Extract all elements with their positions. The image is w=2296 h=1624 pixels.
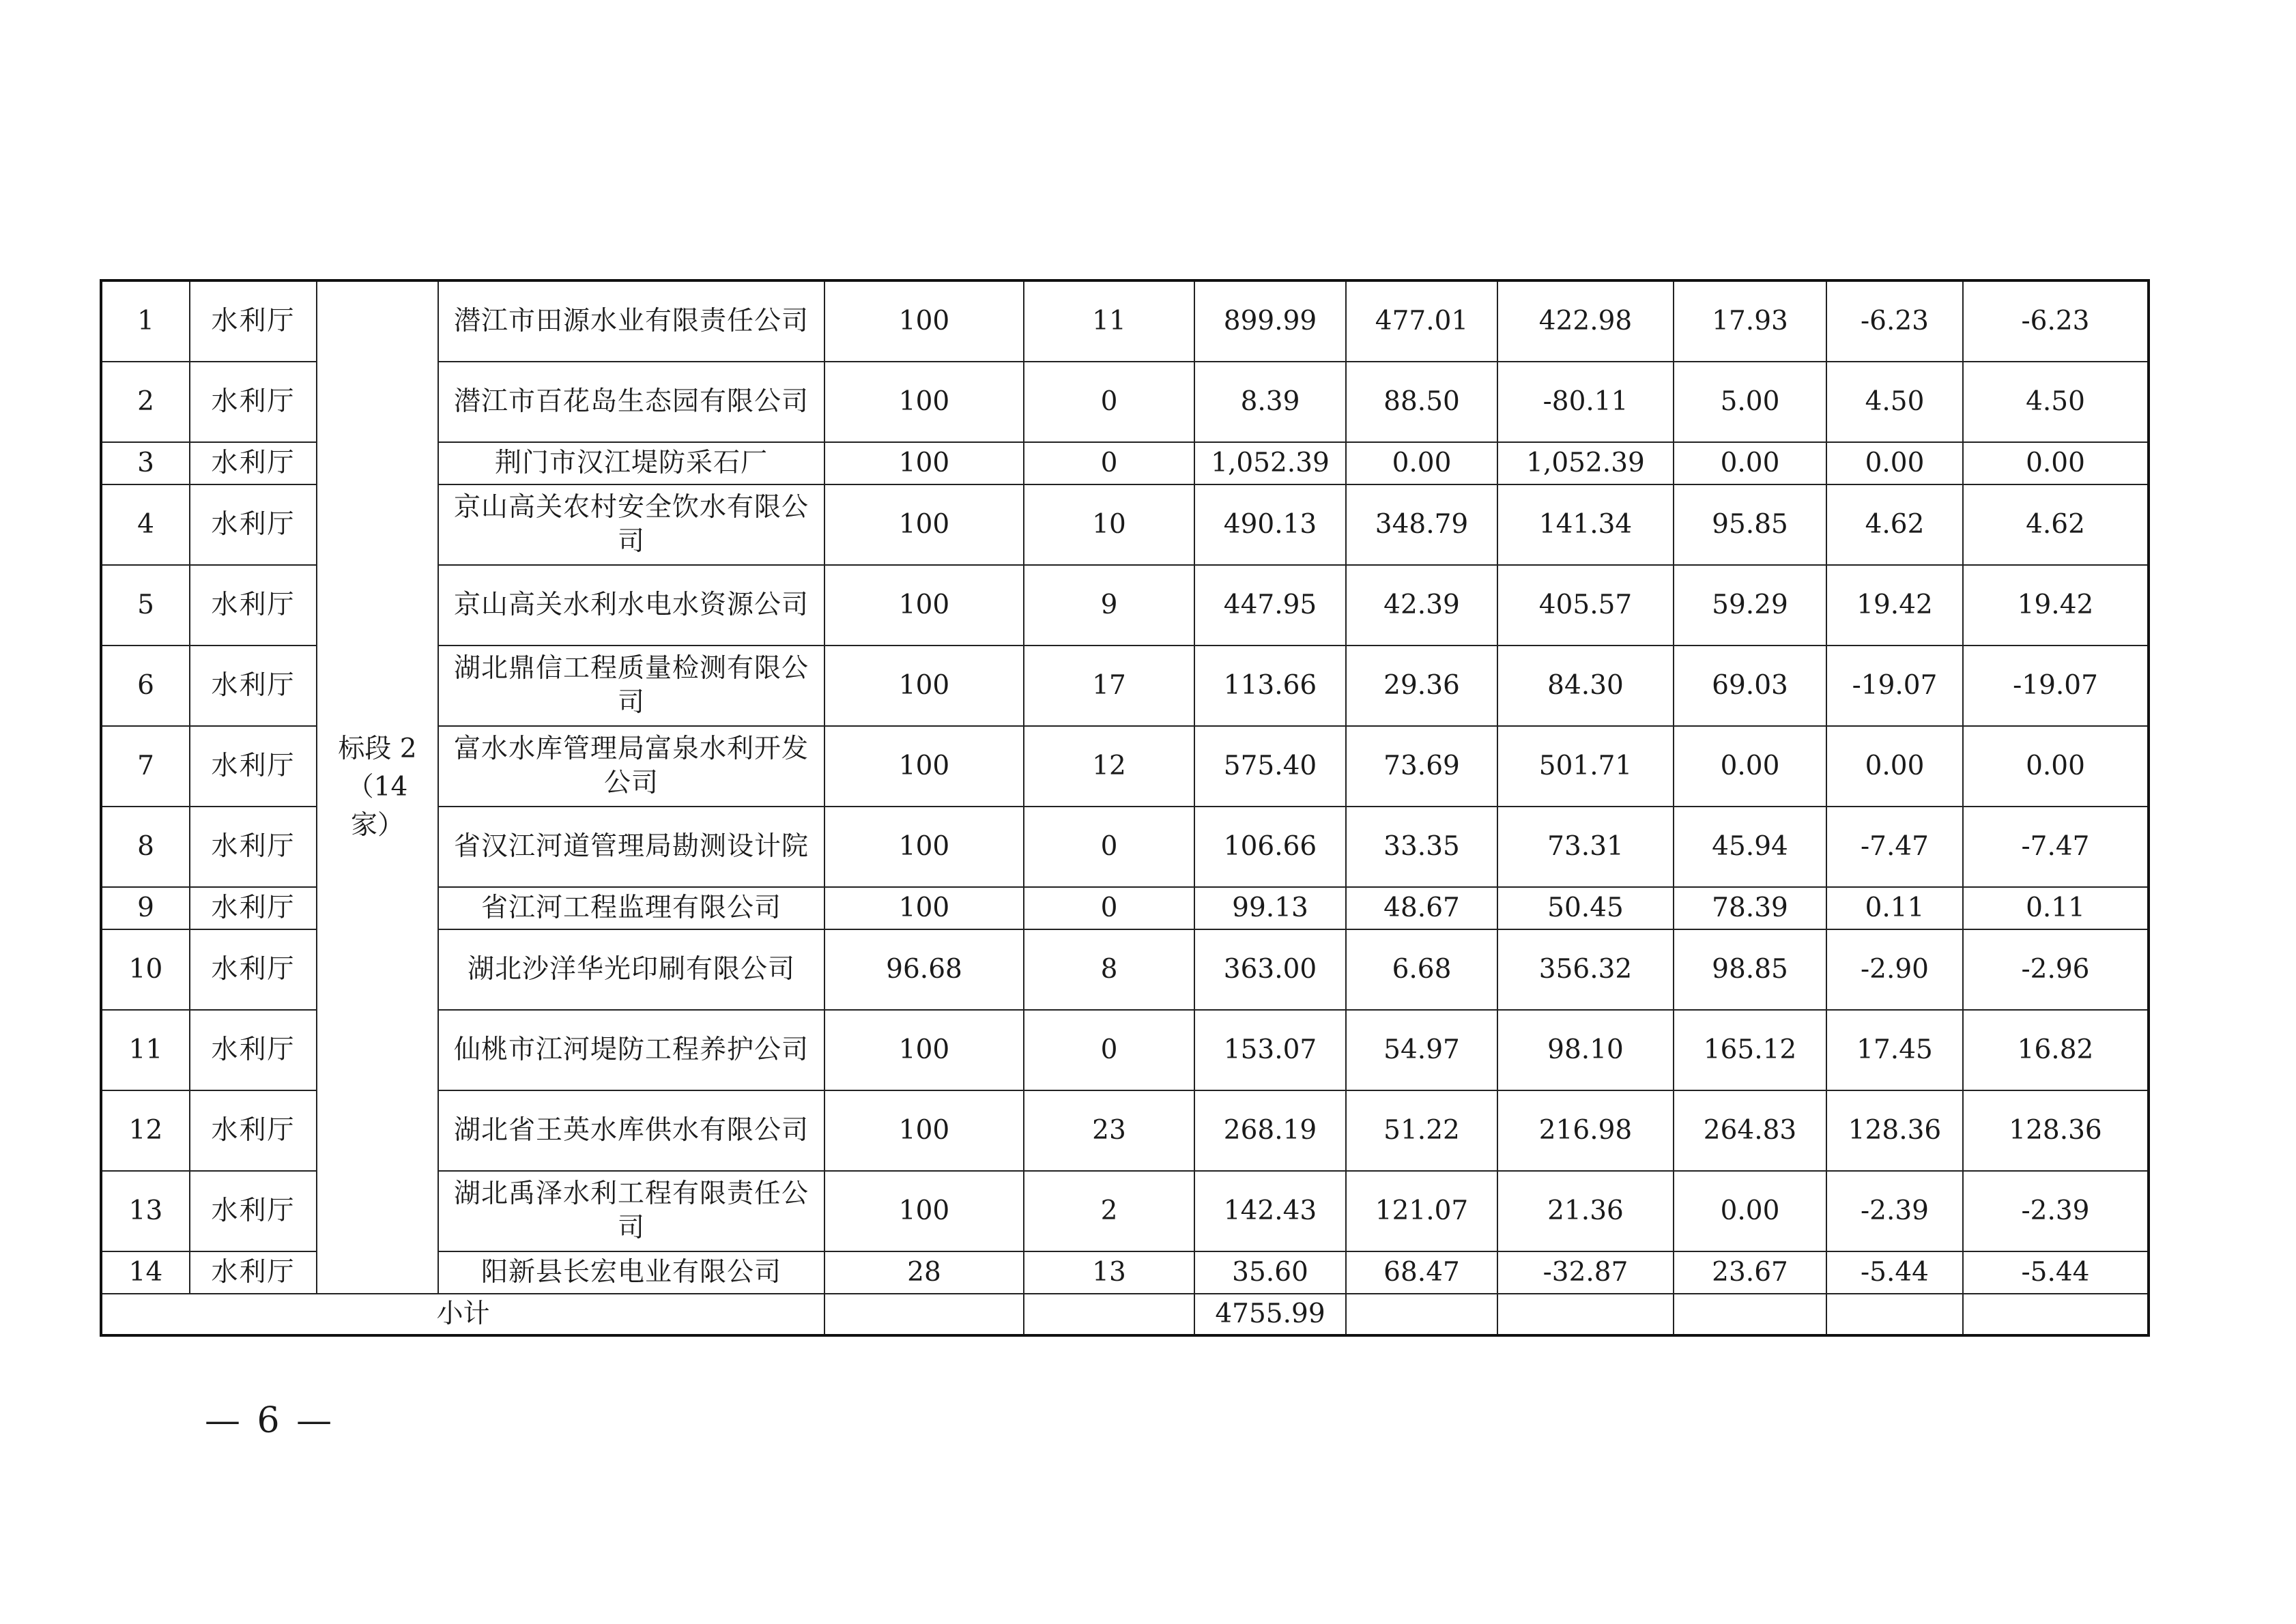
- value-cell-c8: 0.00: [1963, 726, 2149, 807]
- row-number-cell: 14: [101, 1251, 190, 1294]
- value-cell-c6: 69.03: [1674, 646, 1826, 726]
- value-cell-c2: 11: [1024, 280, 1194, 362]
- value-cell-c5: 405.57: [1497, 565, 1674, 646]
- value-cell-c2: 12: [1024, 726, 1194, 807]
- department-cell: 水利厅: [190, 646, 317, 726]
- section-cell: [317, 280, 438, 1294]
- value-cell-c3: 153.07: [1194, 1010, 1346, 1090]
- subtotal-cell-c5: [1497, 1294, 1674, 1335]
- value-cell-c6: 45.94: [1674, 807, 1826, 887]
- value-cell-c8: -7.47: [1963, 807, 2149, 887]
- department-cell: 水利厅: [190, 929, 317, 1010]
- value-cell-c7: -2.39: [1826, 1171, 1963, 1251]
- data-table: [100, 279, 2150, 1337]
- value-cell-c1: 100: [824, 1090, 1024, 1171]
- value-cell-c8: 0.00: [1963, 442, 2149, 484]
- value-cell-c7: 128.36: [1826, 1090, 1963, 1171]
- value-cell-c6: 5.00: [1674, 362, 1826, 442]
- value-cell-c5: -32.87: [1497, 1251, 1674, 1294]
- value-cell-c1: 100: [824, 807, 1024, 887]
- department-cell: 水利厅: [190, 484, 317, 565]
- value-cell-c1: 100: [824, 565, 1024, 646]
- value-cell-c3: 142.43: [1194, 1171, 1346, 1251]
- value-cell-c8: 19.42: [1963, 565, 2149, 646]
- value-cell-c8: -19.07: [1963, 646, 2149, 726]
- department-cell: 水利厅: [190, 280, 317, 362]
- value-cell-c1: 28: [824, 1251, 1024, 1294]
- value-cell-c5: -80.11: [1497, 362, 1674, 442]
- row-number-cell: 4: [101, 484, 190, 565]
- value-cell-c4: 73.69: [1346, 726, 1497, 807]
- value-cell-c6: 17.93: [1674, 280, 1826, 362]
- row-number-cell: 3: [101, 442, 190, 484]
- value-cell-c7: -7.47: [1826, 807, 1963, 887]
- value-cell-c6: 98.85: [1674, 929, 1826, 1010]
- value-cell-c4: 48.67: [1346, 887, 1497, 929]
- value-cell-c6: 264.83: [1674, 1090, 1826, 1171]
- company-name-cell: 潜江市田源水业有限责任公司: [438, 280, 824, 362]
- company-name-cell: 阳新县长宏电业有限公司: [438, 1251, 824, 1294]
- company-name-cell: 仙桃市江河堤防工程养护公司: [438, 1010, 824, 1090]
- value-cell-c4: 6.68: [1346, 929, 1497, 1010]
- row-number-cell: 8: [101, 807, 190, 887]
- value-cell-c2: 8: [1024, 929, 1194, 1010]
- value-cell-c3: 106.66: [1194, 807, 1346, 887]
- table-body: [101, 280, 2149, 1335]
- value-cell-c6: 0.00: [1674, 442, 1826, 484]
- value-cell-c6: 78.39: [1674, 887, 1826, 929]
- subtotal-cell-c8: [1963, 1294, 2149, 1335]
- value-cell-c7: -19.07: [1826, 646, 1963, 726]
- subtotal-cell-c1: [824, 1294, 1024, 1335]
- department-cell: 水利厅: [190, 362, 317, 442]
- department-cell: 水利厅: [190, 807, 317, 887]
- value-cell-c3: 35.60: [1194, 1251, 1346, 1294]
- value-cell-c4: 477.01: [1346, 280, 1497, 362]
- value-cell-c1: 100: [824, 362, 1024, 442]
- row-number-cell: 12: [101, 1090, 190, 1171]
- value-cell-c5: 73.31: [1497, 807, 1674, 887]
- value-cell-c6: 165.12: [1674, 1010, 1826, 1090]
- value-cell-c1: 96.68: [824, 929, 1024, 1010]
- company-name-cell: 湖北沙洋华光印刷有限公司: [438, 929, 824, 1010]
- subtotal-row: [101, 1294, 2149, 1335]
- value-cell-c5: 501.71: [1497, 726, 1674, 807]
- value-cell-c5: 98.10: [1497, 1010, 1674, 1090]
- value-cell-c1: 100: [824, 887, 1024, 929]
- value-cell-c8: 4.62: [1963, 484, 2149, 565]
- value-cell-c7: 0.00: [1826, 442, 1963, 484]
- value-cell-c5: 21.36: [1497, 1171, 1674, 1251]
- value-cell-c8: 16.82: [1963, 1010, 2149, 1090]
- subtotal-cell-c4: [1346, 1294, 1497, 1335]
- value-cell-c8: -6.23: [1963, 280, 2149, 362]
- company-name-cell: 荆门市汉江堤防采石厂: [438, 442, 824, 484]
- value-cell-c3: 1,052.39: [1194, 442, 1346, 484]
- department-cell: 水利厅: [190, 565, 317, 646]
- value-cell-c5: 84.30: [1497, 646, 1674, 726]
- company-name-cell: 省汉江河道管理局勘测设计院: [438, 807, 824, 887]
- value-cell-c2: 0: [1024, 807, 1194, 887]
- value-cell-c3: 447.95: [1194, 565, 1346, 646]
- row-number-cell: 5: [101, 565, 190, 646]
- department-cell: 水利厅: [190, 726, 317, 807]
- value-cell-c2: 0: [1024, 442, 1194, 484]
- company-name-cell: 京山高关农村安全饮水有限公司: [438, 484, 824, 565]
- company-name-cell: 湖北鼎信工程质量检测有限公司: [438, 646, 824, 726]
- value-cell-c1: 100: [824, 280, 1024, 362]
- value-cell-c4: 121.07: [1346, 1171, 1497, 1251]
- subtotal-cell-c7: [1826, 1294, 1963, 1335]
- value-cell-c4: 29.36: [1346, 646, 1497, 726]
- value-cell-c3: 363.00: [1194, 929, 1346, 1010]
- value-cell-c6: 59.29: [1674, 565, 1826, 646]
- value-cell-c3: 490.13: [1194, 484, 1346, 565]
- value-cell-c1: 100: [824, 1171, 1024, 1251]
- value-cell-c2: 9: [1024, 565, 1194, 646]
- page-number: — 6 —: [205, 1400, 335, 1441]
- company-name-cell: 湖北禹泽水利工程有限责任公司: [438, 1171, 824, 1251]
- value-cell-c2: 17: [1024, 646, 1194, 726]
- table-row: [101, 280, 2149, 362]
- value-cell-c5: 141.34: [1497, 484, 1674, 565]
- value-cell-c7: -5.44: [1826, 1251, 1963, 1294]
- value-cell-c6: 0.00: [1674, 1171, 1826, 1251]
- value-cell-c3: 575.40: [1194, 726, 1346, 807]
- department-cell: 水利厅: [190, 1171, 317, 1251]
- value-cell-c4: 348.79: [1346, 484, 1497, 565]
- department-cell: 水利厅: [190, 1010, 317, 1090]
- value-cell-c2: 0: [1024, 887, 1194, 929]
- row-number-cell: 13: [101, 1171, 190, 1251]
- value-cell-c2: 2: [1024, 1171, 1194, 1251]
- value-cell-c7: -2.90: [1826, 929, 1963, 1010]
- row-number-cell: 6: [101, 646, 190, 726]
- value-cell-c1: 100: [824, 442, 1024, 484]
- value-cell-c2: 10: [1024, 484, 1194, 565]
- row-number-cell: 10: [101, 929, 190, 1010]
- value-cell-c4: 68.47: [1346, 1251, 1497, 1294]
- section-label: 标段 2 （14 家）: [338, 734, 417, 841]
- value-cell-c5: 216.98: [1497, 1090, 1674, 1171]
- value-cell-c7: 4.50: [1826, 362, 1963, 442]
- department-cell: 水利厅: [190, 442, 317, 484]
- subtotal-cell-c3: 4755.99: [1194, 1294, 1346, 1335]
- department-cell: 水利厅: [190, 887, 317, 929]
- value-cell-c4: 42.39: [1346, 565, 1497, 646]
- row-number-cell: 11: [101, 1010, 190, 1090]
- value-cell-c8: -5.44: [1963, 1251, 2149, 1294]
- value-cell-c1: 100: [824, 1010, 1024, 1090]
- value-cell-c8: 4.50: [1963, 362, 2149, 442]
- company-name-cell: 京山高关水利水电水资源公司: [438, 565, 824, 646]
- value-cell-c5: 356.32: [1497, 929, 1674, 1010]
- value-cell-c5: 1,052.39: [1497, 442, 1674, 484]
- value-cell-c4: 51.22: [1346, 1090, 1497, 1171]
- company-name-cell: 潜江市百花岛生态园有限公司: [438, 362, 824, 442]
- value-cell-c3: 113.66: [1194, 646, 1346, 726]
- value-cell-c4: 33.35: [1346, 807, 1497, 887]
- value-cell-c4: 54.97: [1346, 1010, 1497, 1090]
- value-cell-c7: -6.23: [1826, 280, 1963, 362]
- subtotal-label: 小计: [101, 1294, 824, 1335]
- subtotal-cell-c6: [1674, 1294, 1826, 1335]
- value-cell-c1: 100: [824, 726, 1024, 807]
- value-cell-c7: 4.62: [1826, 484, 1963, 565]
- value-cell-c8: -2.39: [1963, 1171, 2149, 1251]
- value-cell-c8: 128.36: [1963, 1090, 2149, 1171]
- value-cell-c6: 23.67: [1674, 1251, 1826, 1294]
- value-cell-c3: 8.39: [1194, 362, 1346, 442]
- value-cell-c1: 100: [824, 646, 1024, 726]
- subtotal-cell-c2: [1024, 1294, 1194, 1335]
- row-number-cell: 2: [101, 362, 190, 442]
- department-cell: 水利厅: [190, 1090, 317, 1171]
- row-number-cell: 1: [101, 280, 190, 362]
- value-cell-c4: 0.00: [1346, 442, 1497, 484]
- value-cell-c6: 0.00: [1674, 726, 1826, 807]
- company-name-cell: 湖北省王英水库供水有限公司: [438, 1090, 824, 1171]
- value-cell-c2: 23: [1024, 1090, 1194, 1171]
- value-cell-c7: 0.00: [1826, 726, 1963, 807]
- value-cell-c7: 0.11: [1826, 887, 1963, 929]
- value-cell-c3: 268.19: [1194, 1090, 1346, 1171]
- value-cell-c7: 19.42: [1826, 565, 1963, 646]
- value-cell-c5: 422.98: [1497, 280, 1674, 362]
- value-cell-c6: 95.85: [1674, 484, 1826, 565]
- value-cell-c2: 0: [1024, 1010, 1194, 1090]
- value-cell-c8: -2.96: [1963, 929, 2149, 1010]
- row-number-cell: 9: [101, 887, 190, 929]
- value-cell-c1: 100: [824, 484, 1024, 565]
- value-cell-c5: 50.45: [1497, 887, 1674, 929]
- value-cell-c7: 17.45: [1826, 1010, 1963, 1090]
- value-cell-c2: 13: [1024, 1251, 1194, 1294]
- company-name-cell: 省江河工程监理有限公司: [438, 887, 824, 929]
- value-cell-c3: 99.13: [1194, 887, 1346, 929]
- value-cell-c3: 899.99: [1194, 280, 1346, 362]
- value-cell-c2: 0: [1024, 362, 1194, 442]
- value-cell-c4: 88.50: [1346, 362, 1497, 442]
- row-number-cell: 7: [101, 726, 190, 807]
- company-name-cell: 富水水库管理局富泉水利开发公司: [438, 726, 824, 807]
- department-cell: 水利厅: [190, 1251, 317, 1294]
- value-cell-c8: 0.11: [1963, 887, 2149, 929]
